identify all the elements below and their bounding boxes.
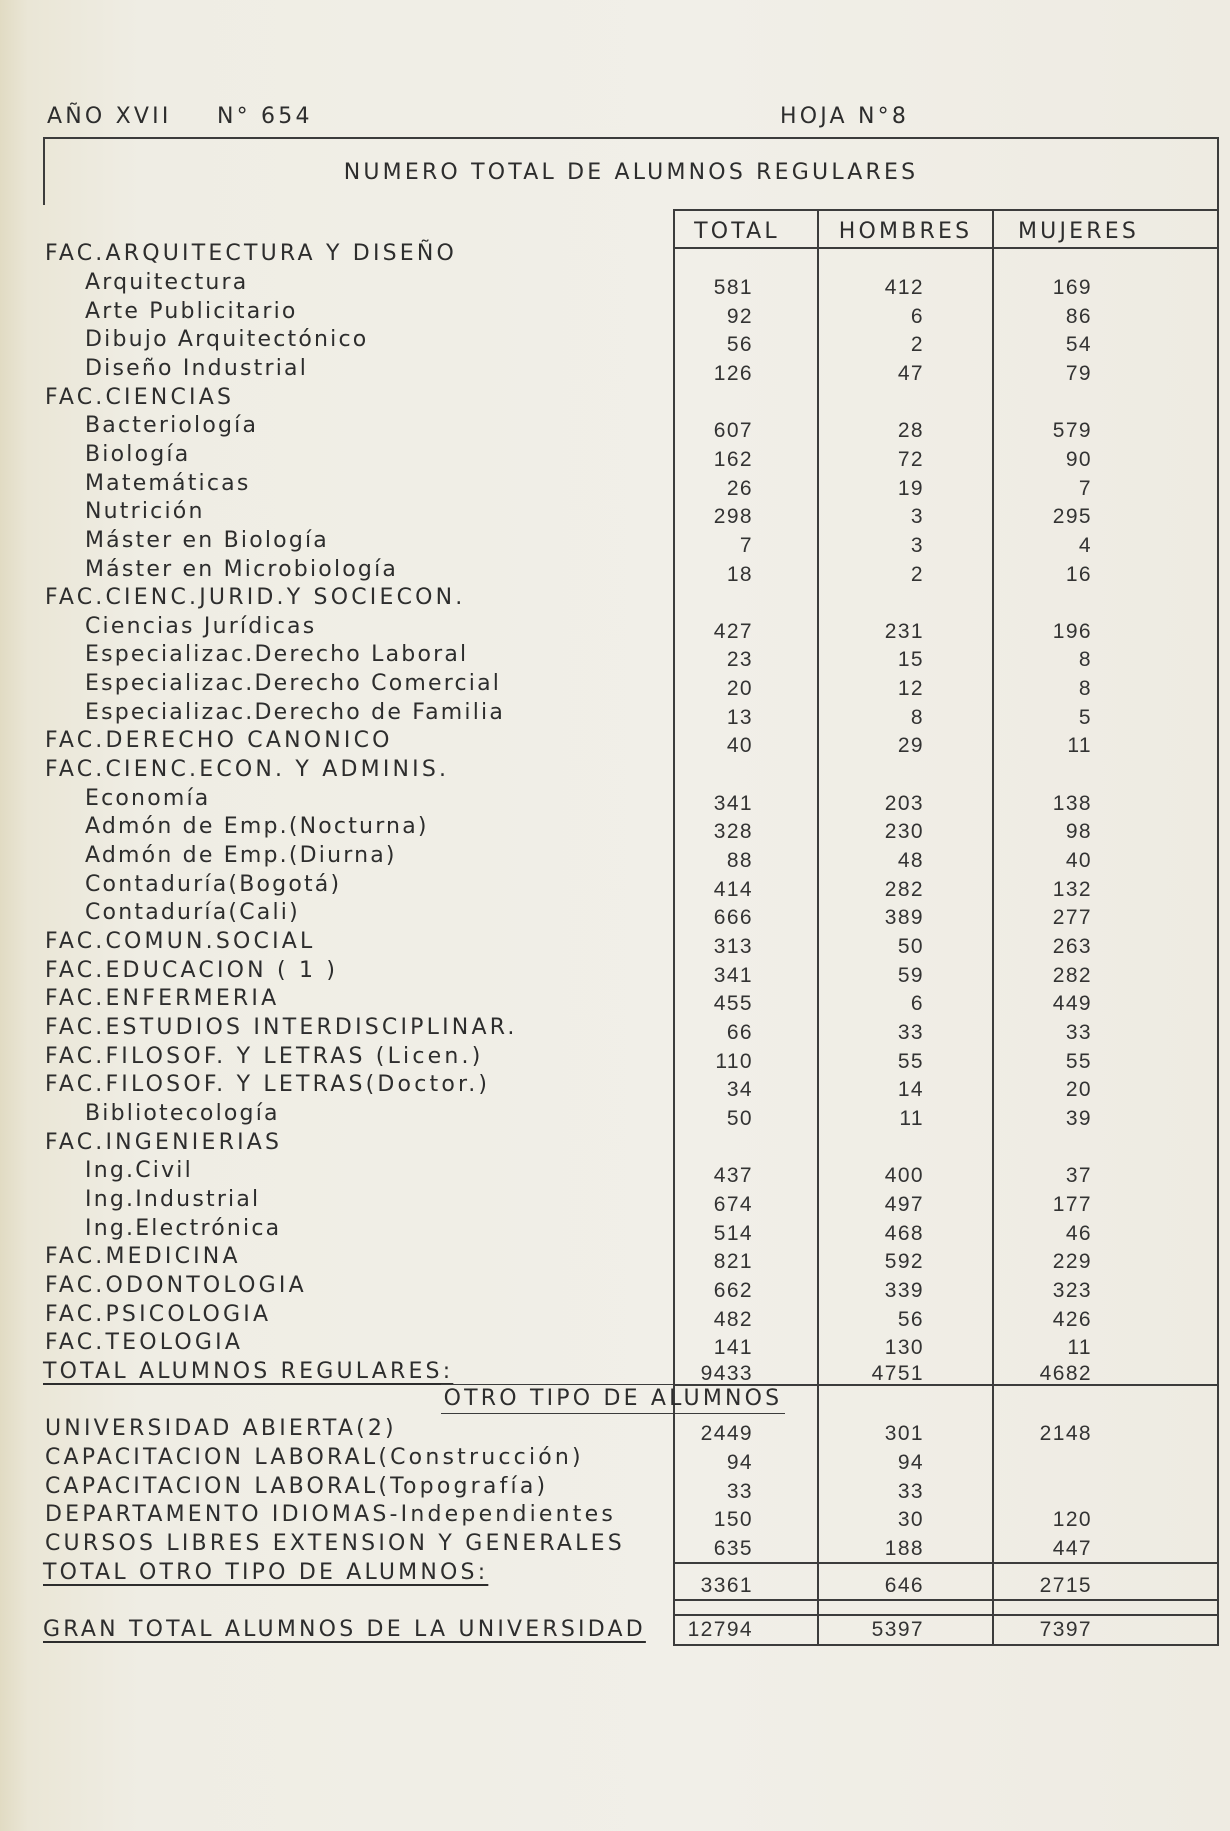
program-row: [0, 699, 1218, 728]
mujeres-cell: 169: [1052, 275, 1092, 299]
row-label: Nutrición: [85, 499, 205, 525]
column-header-top-line: [673, 209, 1219, 211]
row-label: FAC.ESTUDIOS INTERDISCIPLINAR.: [45, 1015, 518, 1041]
hombres-cell: 130: [884, 1336, 924, 1360]
total-regulares-row: [0, 1358, 1218, 1387]
program-row: [0, 613, 1218, 642]
row-label: FAC.ODONTOLOGIA: [45, 1272, 307, 1298]
sheet-number: HOJA N°8: [780, 104, 910, 129]
program-row: [0, 1186, 1218, 1215]
total-cell: 427: [713, 619, 753, 643]
program-row: [0, 899, 1218, 928]
total-cell: 20: [726, 677, 753, 701]
row-label: Biología: [85, 441, 191, 467]
total-cell: 666: [713, 906, 753, 930]
mujeres-cell: 263: [1052, 935, 1092, 959]
mujeres-cell: 295: [1052, 505, 1092, 529]
program-row: [0, 1215, 1218, 1244]
row-label: CAPACITACION LABORAL(Construcción): [45, 1445, 584, 1471]
hombres-cell: 230: [884, 820, 924, 844]
row-label: FAC.TEOLOGIA: [45, 1330, 244, 1356]
total-cell: 66: [726, 1021, 753, 1045]
total-cell: 56: [726, 333, 753, 357]
row-label: CURSOS LIBRES EXTENSION Y GENERALES: [45, 1531, 625, 1557]
mujeres-cell: 8: [1078, 648, 1092, 672]
hombres-cell: 72: [897, 447, 924, 471]
row-label: Diseño Industrial: [85, 355, 309, 381]
mujeres-cell: 4682: [1039, 1361, 1092, 1385]
hombres-cell: 6: [910, 992, 924, 1016]
mujeres-cell: 323: [1052, 1278, 1092, 1302]
hombres-cell: 400: [884, 1164, 924, 1188]
faculty-row: [0, 1329, 1218, 1358]
hombres-cell: 188: [884, 1537, 924, 1561]
row-label: Especializac.Derecho Laboral: [85, 642, 469, 668]
faculty-row: [0, 384, 1218, 413]
row-label: FAC.ARQUITECTURA Y DISEÑO: [45, 241, 458, 267]
row-label: Especializac.Derecho Comercial: [85, 671, 502, 697]
total-cell: 514: [713, 1221, 753, 1245]
row-label: Bacteriología: [85, 413, 259, 439]
program-row: [0, 641, 1218, 670]
total-cell: 607: [713, 419, 753, 443]
total-cell: 26: [726, 476, 753, 500]
mujeres-cell: 8: [1078, 677, 1092, 701]
mujeres-cell: 196: [1052, 619, 1092, 643]
column-header-mujeres: MUJERES: [1017, 219, 1140, 244]
total-cell: 126: [713, 361, 753, 385]
mujeres-cell: 46: [1065, 1221, 1092, 1245]
program-row: [0, 355, 1218, 384]
row-label: Contaduría(Bogotá): [85, 871, 342, 897]
hombres-cell: 29: [897, 734, 924, 758]
hombres-cell: 339: [884, 1278, 924, 1302]
faculty-row: [0, 1043, 1218, 1072]
hombres-cell: 56: [897, 1307, 924, 1331]
mujeres-cell: 16: [1065, 562, 1092, 586]
program-row: [0, 556, 1218, 585]
total-cell: 328: [713, 820, 753, 844]
hombres-cell: 301: [884, 1422, 924, 1446]
row-label: Admón de Emp.(Nocturna): [85, 814, 429, 840]
other-students-table: [0, 1415, 1218, 1597]
mujeres-cell: 20: [1065, 1078, 1092, 1102]
row-label: Máster en Microbiología: [85, 556, 399, 582]
row-label: FAC.DERECHO CANONICO: [45, 728, 393, 754]
year-label: AÑO XVII: [47, 104, 172, 129]
mujeres-cell: 90: [1065, 447, 1092, 471]
hombres-cell: 4751: [871, 1361, 924, 1385]
hombres-cell: 14: [897, 1078, 924, 1102]
row-label: FAC.FILOSOF. Y LETRAS(Doctor.): [45, 1072, 491, 1098]
hombres-cell: 2: [910, 333, 924, 357]
row-label: Matemáticas: [85, 470, 251, 496]
row-label: CAPACITACION LABORAL(Topografía): [45, 1473, 549, 1499]
hombres-cell: 15: [897, 648, 924, 672]
row-label: Bibliotecología: [85, 1100, 280, 1126]
faculty-row: [0, 584, 1218, 613]
hombres-cell: 12: [897, 677, 924, 701]
mujeres-cell: 4: [1078, 533, 1092, 557]
mujeres-cell: 54: [1065, 333, 1092, 357]
faculty-row: [0, 1071, 1218, 1100]
otro-tipo-heading: OTRO TIPO DE ALUMNOS: [441, 1384, 785, 1414]
hombres-cell: 48: [897, 849, 924, 873]
mujeres-cell: 55: [1065, 1049, 1092, 1073]
hombres-cell: 11: [899, 1106, 924, 1130]
total-cell: 7: [739, 533, 753, 557]
hombres-cell: 30: [897, 1508, 924, 1532]
total-cell: 635: [713, 1537, 753, 1561]
hombres-cell: 33: [897, 1021, 924, 1045]
table-title: NUMERO TOTAL DE ALUMNOS REGULARES: [343, 160, 919, 185]
otro-tipo-row: [0, 1473, 1218, 1502]
hombres-cell: 468: [884, 1221, 924, 1245]
hombres-cell: 6: [910, 304, 924, 328]
hombres-cell: 33: [897, 1479, 924, 1503]
row-label: Ing.Industrial: [85, 1186, 261, 1212]
hombres-cell: 59: [897, 963, 924, 987]
total-cell: 12794: [687, 1618, 753, 1641]
mujeres-cell: 277: [1052, 906, 1092, 930]
otro-tipo-row: [0, 1530, 1218, 1559]
hombres-cell: 19: [897, 476, 924, 500]
hombres-cell: 203: [884, 791, 924, 815]
faculty-row: [0, 756, 1218, 785]
total-cell: 150: [713, 1508, 753, 1532]
mujeres-cell: 39: [1065, 1106, 1092, 1130]
hombres-cell: 389: [884, 906, 924, 930]
total-cell: 13: [726, 705, 753, 729]
hombres-cell: 3: [910, 533, 924, 557]
hombres-cell: 646: [884, 1573, 924, 1597]
total-cell: 18: [726, 562, 753, 586]
row-label: FAC.FILOSOF. Y LETRAS (Licen.): [45, 1043, 484, 1069]
program-row: [0, 1157, 1218, 1186]
row-label: TOTAL OTRO TIPO DE ALUMNOS:: [43, 1559, 489, 1585]
row-label: Admón de Emp.(Diurna): [85, 843, 397, 869]
column-header-hombres: HOMBRES: [838, 219, 973, 244]
hombres-cell: 5397: [871, 1618, 924, 1641]
faculty-row: [0, 1014, 1218, 1043]
top-rule: [43, 137, 1219, 139]
row-label: GRAN TOTAL ALUMNOS DE LA UNIVERSIDAD: [43, 1617, 646, 1642]
total-cell: 23: [726, 648, 753, 672]
hombres-cell: 8: [910, 705, 924, 729]
total-otros-line: [673, 1599, 1219, 1601]
total-cell: 3361: [700, 1573, 753, 1597]
mujeres-cell: 2715: [1039, 1573, 1092, 1597]
total-cell: 50: [726, 1106, 753, 1130]
row-label: FAC.PSICOLOGIA: [45, 1301, 272, 1327]
faculty-row: [0, 957, 1218, 986]
total-cell: 94: [726, 1451, 753, 1475]
program-row: [0, 670, 1218, 699]
hombres-cell: 231: [884, 619, 924, 643]
column-header-total: TOTAL: [694, 219, 780, 244]
gran-total-row: [0, 1616, 1218, 1645]
row-label: TOTAL ALUMNOS REGULARES:: [43, 1358, 454, 1384]
mujeres-cell: 86: [1065, 304, 1092, 328]
mujeres-cell: 426: [1052, 1307, 1092, 1331]
otro-tipo-row: [0, 1415, 1218, 1444]
faculty-row: [0, 1243, 1218, 1272]
row-label: Ing.Electrónica: [85, 1215, 282, 1241]
faculty-row: [0, 1301, 1218, 1330]
total-cell: 313: [713, 935, 753, 959]
row-label: Máster en Biología: [85, 527, 329, 553]
faculty-row: [0, 727, 1218, 756]
mujeres-cell: 229: [1052, 1250, 1092, 1274]
row-label: FAC.ENFERMERIA: [45, 986, 280, 1012]
program-row: [0, 470, 1218, 499]
hombres-cell: 412: [884, 275, 924, 299]
hombres-cell: 2: [910, 562, 924, 586]
mujeres-cell: 138: [1052, 791, 1092, 815]
mujeres-cell: 449: [1052, 992, 1092, 1016]
program-row: [0, 527, 1218, 556]
row-label: UNIVERSIDAD ABIERTA(2): [45, 1416, 397, 1442]
row-label: FAC.EDUCACION ( 1 ): [45, 957, 339, 983]
hombres-cell: 497: [884, 1192, 924, 1216]
total-cell: 162: [713, 447, 753, 471]
row-label: Ing.Civil: [85, 1158, 193, 1184]
mujeres-cell: 120: [1052, 1508, 1092, 1532]
total-cell: 9433: [700, 1361, 753, 1385]
row-label: DEPARTAMENTO IDIOMAS-Independientes: [45, 1502, 617, 1528]
regular-students-table: [0, 240, 1218, 1386]
mujeres-cell: 177: [1052, 1192, 1092, 1216]
total-cell: 674: [713, 1192, 753, 1216]
otro-tipo-row: [0, 1501, 1218, 1530]
program-row: [0, 269, 1218, 298]
row-label: Contaduría(Cali): [85, 900, 300, 926]
mujeres-cell: 2148: [1039, 1422, 1092, 1446]
hombres-cell: 55: [897, 1049, 924, 1073]
mujeres-cell: 447: [1052, 1537, 1092, 1561]
mujeres-cell: 7: [1078, 476, 1092, 500]
row-label: FAC.COMUN.SOCIAL: [45, 929, 316, 955]
mujeres-cell: 37: [1065, 1164, 1092, 1188]
hombres-cell: 50: [897, 935, 924, 959]
program-row: [0, 298, 1218, 327]
total-cell: 141: [713, 1336, 753, 1360]
mujeres-cell: 7397: [1039, 1618, 1092, 1641]
mujeres-cell: 11: [1067, 734, 1092, 758]
row-label: Economía: [85, 785, 211, 811]
row-label: Arte Publicitario: [85, 298, 298, 324]
total-cell: 341: [713, 963, 753, 987]
row-label: Dibujo Arquitectónico: [85, 327, 369, 353]
mujeres-cell: 579: [1052, 419, 1092, 443]
faculty-row: [0, 928, 1218, 957]
total-cell: 92: [726, 304, 753, 328]
total-cell: 298: [713, 505, 753, 529]
total-cell: 33: [726, 1479, 753, 1503]
program-row: [0, 785, 1218, 814]
faculty-row: [0, 985, 1218, 1014]
row-label: FAC.INGENIERIAS: [45, 1129, 283, 1155]
row-label: FAC.CIENC.ECON. Y ADMINIS.: [45, 757, 450, 783]
hombres-cell: 282: [884, 877, 924, 901]
total-cell: 437: [713, 1164, 753, 1188]
total-cell: 2449: [700, 1422, 753, 1446]
mujeres-cell: 40: [1065, 849, 1092, 873]
row-label: FAC.CIENC.JURID.Y SOCIECON.: [45, 585, 466, 611]
row-label: Especializac.Derecho de Familia: [85, 699, 506, 725]
issue-number: N° 654: [217, 104, 313, 129]
total-cell: 581: [713, 275, 753, 299]
program-row: [0, 326, 1218, 355]
mujeres-cell: 5: [1078, 705, 1092, 729]
total-cell: 110: [715, 1049, 753, 1073]
mujeres-cell: 33: [1065, 1021, 1092, 1045]
program-row: [0, 441, 1218, 470]
row-label: Arquitectura: [85, 269, 249, 295]
mujeres-cell: 132: [1052, 877, 1092, 901]
total-cell: 482: [713, 1307, 753, 1331]
total-cell: 34: [726, 1078, 753, 1102]
faculty-row: [0, 1129, 1218, 1158]
row-label: FAC.MEDICINA: [45, 1244, 241, 1270]
mujeres-cell: 79: [1065, 361, 1092, 385]
total-cell: 821: [713, 1250, 753, 1274]
program-row: [0, 1100, 1218, 1129]
faculty-row: [0, 240, 1218, 269]
hombres-cell: 28: [897, 419, 924, 443]
total-cell: 88: [726, 849, 753, 873]
hombres-cell: 3: [910, 505, 924, 529]
otro-tipo-row: [0, 1444, 1218, 1473]
faculty-row: [0, 1272, 1218, 1301]
total-cell: 341: [713, 791, 753, 815]
program-row: [0, 813, 1218, 842]
grand-total-table: [0, 1616, 1218, 1645]
mujeres-cell: 282: [1052, 963, 1092, 987]
total-cell: 414: [713, 877, 753, 901]
row-label: Ciencias Jurídicas: [85, 613, 317, 639]
total-cell: 455: [713, 992, 753, 1016]
hombres-cell: 47: [897, 361, 924, 385]
program-row: [0, 498, 1218, 527]
program-row: [0, 412, 1218, 441]
total-cell: 662: [713, 1278, 753, 1302]
program-row: [0, 842, 1218, 871]
total-cell: 40: [726, 734, 753, 758]
row-label: FAC.CIENCIAS: [45, 384, 235, 410]
program-row: [0, 871, 1218, 900]
total-otro-tipo-row: [0, 1559, 1218, 1597]
hombres-cell: 94: [897, 1451, 924, 1475]
mujeres-cell: 98: [1065, 820, 1092, 844]
hombres-cell: 592: [884, 1250, 924, 1274]
mujeres-cell: 11: [1067, 1336, 1092, 1360]
